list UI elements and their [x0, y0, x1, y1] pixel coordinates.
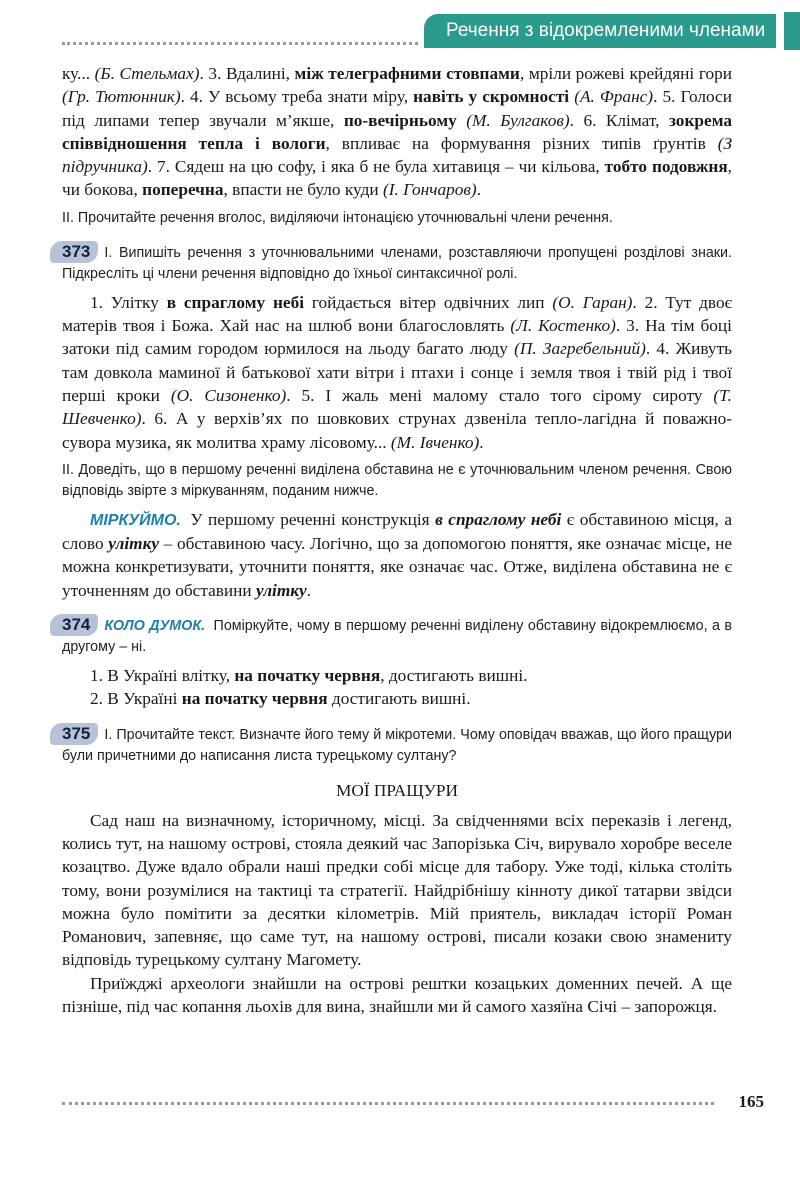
text-fragment: . 3. Вдалині, — [199, 64, 295, 83]
text-fragment — [457, 111, 467, 130]
exercise-number-373: 373 — [50, 241, 98, 263]
text-fragment: . — [479, 432, 484, 452]
text-fragment: поперечна — [142, 180, 224, 200]
bottom-dotted-rule — [62, 1102, 714, 1105]
chapter-title: Речення з відокремленими членами — [446, 20, 766, 41]
text-fragment: . 4. Живуть там довкола маминої й батькової хати вітри і птахи і сонце і земля твоя і твій рід і твої перші кроки — [62, 339, 732, 405]
text-fragment: , достигають вишні. — [380, 666, 528, 686]
text-fragment: – обставиною часу. Логічно, що за допомогою поняття, яке означає місце, не можна конкретизувати, уточнити поняття, яке означає час. Отже, виділена обставина не є уточненням до обставини — [62, 534, 732, 600]
text-fragment: по-вечірньому — [343, 110, 457, 130]
text-fragment: . 5. Голоси під липами тепер звучали м’якше, — [62, 87, 732, 130]
text-fragment: навіть у скромності — [413, 87, 570, 107]
exercise-number-375: 375 — [50, 723, 98, 745]
exercise-number-374: 374 — [50, 614, 98, 636]
text-fragment: (З підручника) — [62, 133, 732, 177]
exercise-372-task-2: ІІ. Прочитайте речення вголос, виділяючи інтонацією уточнювальні члени речення. — [62, 209, 613, 226]
text-fragment: в спраглому небі — [166, 292, 305, 312]
text-fragment: тобто подовжня — [604, 157, 728, 177]
text-fragment: , чи бокова, — [62, 157, 732, 200]
text-fragment: на початку червня — [181, 689, 328, 709]
text-fragment: (І. Гончаров) — [382, 180, 477, 200]
text-fragment: 1. В Україні влітку, — [90, 666, 235, 686]
text-fragment: (Б. Стельмах) — [94, 64, 200, 83]
text-fragment: улітку — [255, 580, 307, 600]
text-fragment: У першому реченні конструкція — [184, 509, 436, 529]
text-fragment: достигають вишні. — [327, 689, 471, 709]
exercise-373-task-2: ІІ. Доведіть, що в першому реченні виділена обставина не є уточнювальним членом речення. Свою відповідь звірте з міркуванням, поданим нижче. — [62, 461, 732, 499]
text-fragment: , впасти не було куди — [223, 180, 383, 200]
text-fragment: . 7. Сядеш на цю софу, і яка б не була хитавиця – чи кільова, — [147, 157, 605, 177]
text-fragment: . 6. Клімат, — [569, 110, 669, 130]
text-fragment: . 4. У всьому треба знати міру, — [180, 87, 414, 107]
text-fragment: 2. В Україні — [90, 689, 182, 709]
text-fragment: , мріли рожеві крейдяні гори — [519, 64, 733, 83]
exercise-374-sentence-1 — [62, 664, 732, 687]
text-fragment: між телеграфними стовпами — [294, 64, 520, 83]
text-paragraph-2: Приїжджі археологи знайшли на острові рештки козацьких доменних печей. А ще пізніше, під час копання льохів для вина, знайшли ми й самого хазяїна Січі – запорожця. — [62, 973, 732, 1017]
text-fragment: зокрема співвідношення тепла і вологи — [62, 110, 732, 153]
text-fragment: . 5. І жаль мені малому стало того сірому сироту — [286, 385, 714, 405]
text-title: МОЇ ПРАЩУРИ — [335, 780, 459, 800]
text-fragment: . — [476, 180, 482, 200]
text-fragment: гойдається вітер одвічних лип — [304, 292, 553, 312]
text-fragment: ку... — [62, 64, 95, 83]
exercise-375-task: 375 І. Прочитайте текст. Визначте його тему й мікротеми. Чому оповідач вважав, що його пращури були причетними до написання листа турецькому султану? — [62, 723, 732, 767]
text-fragment: (М. Івченко) — [390, 432, 480, 452]
text-fragment: , впливає на формування різних типів ґрунтів — [325, 133, 718, 153]
text-fragment: . 6. А у верхів’ях по шовкових струнах дзвеніла тепло-лагідна й поважно-сувора музика, як молитва храму лісовому... — [62, 409, 732, 452]
reasoning-label: МІРКУЙМО. — [90, 511, 181, 529]
exercise-374-task: 374 КОЛО ДУМОК. Поміркуйте, чому в першому реченні виділену обставину відокремлюємо, а в другому – ні. — [62, 614, 732, 658]
text-fragment: (Т. Шевченко) — [62, 385, 732, 429]
exercise-374-sentence-2 — [62, 687, 732, 710]
exercise-373-sentences — [62, 291, 732, 454]
page-content — [62, 62, 732, 1018]
text-fragment: (О. Сизоненко) — [170, 385, 287, 405]
exercise-373-task-1: 373 І. Випишіть речення з уточнювальними членами, розставляючи пропущені розділові знаки. Підкресліть ці члени речення відповідно до їхньої синтаксичної ролі. — [62, 241, 732, 285]
text-fragment: (О. Гаран) — [552, 292, 633, 312]
text-paragraph-1: Сад наш на визначному, історичному, місці. За свідченнями всіх переказів і легенд, колись тут, на нашому острові, стояла деякий час Запорізька Січ, вирувало хоробре веселе козацтво. Дуже вдало обрали наші предки собі місце для табору. Уже тоді, кілька століть тому, вони розумілися на тактиці та стратегії. Найдрібнішу кінноту дикої татарви звідси можна було помітити за десятки кілометрів. Мій приятель, викладач історії Роман Романович, запевняє, що саме тут, на нашому острові, писали козаки свою знамениту відповідь турецькому султану Магомету. — [62, 810, 732, 970]
text-fragment: (П. Загребельний) — [514, 339, 646, 359]
text-fragment: . 2. Тут двоє матерів твоя і Божа. Хай нас на шлюб вони благословлять — [62, 292, 733, 336]
page-number: 165 — [738, 1092, 764, 1111]
reasoning-block — [62, 508, 732, 602]
text-fragment: . — [306, 580, 312, 600]
chapter-header-tab — [424, 14, 776, 48]
discussion-label: КОЛО ДУМОК. — [104, 618, 206, 635]
text-fragment: (Л. Костенко) — [510, 316, 616, 336]
text-fragment: улітку — [108, 534, 160, 554]
text-fragment: . 3. На тім боці затоки під самим городом юрмилося на льоду багато люду — [62, 316, 732, 359]
exercise-372-continuation — [62, 62, 732, 202]
text-fragment: (М. Булгаков) — [466, 110, 570, 130]
header-side-strip — [784, 12, 800, 50]
text-fragment: (Гр. Тютюнник) — [62, 87, 181, 107]
text-fragment: 1. Улітку — [90, 292, 167, 312]
text-fragment: в спраглому небі — [435, 509, 562, 529]
text-fragment: (А. Франс) — [574, 87, 654, 107]
text-fragment: на початку червня — [234, 666, 381, 686]
top-dotted-rule — [62, 42, 418, 45]
text-fragment: є обставиною місця, а слово — [62, 509, 732, 554]
